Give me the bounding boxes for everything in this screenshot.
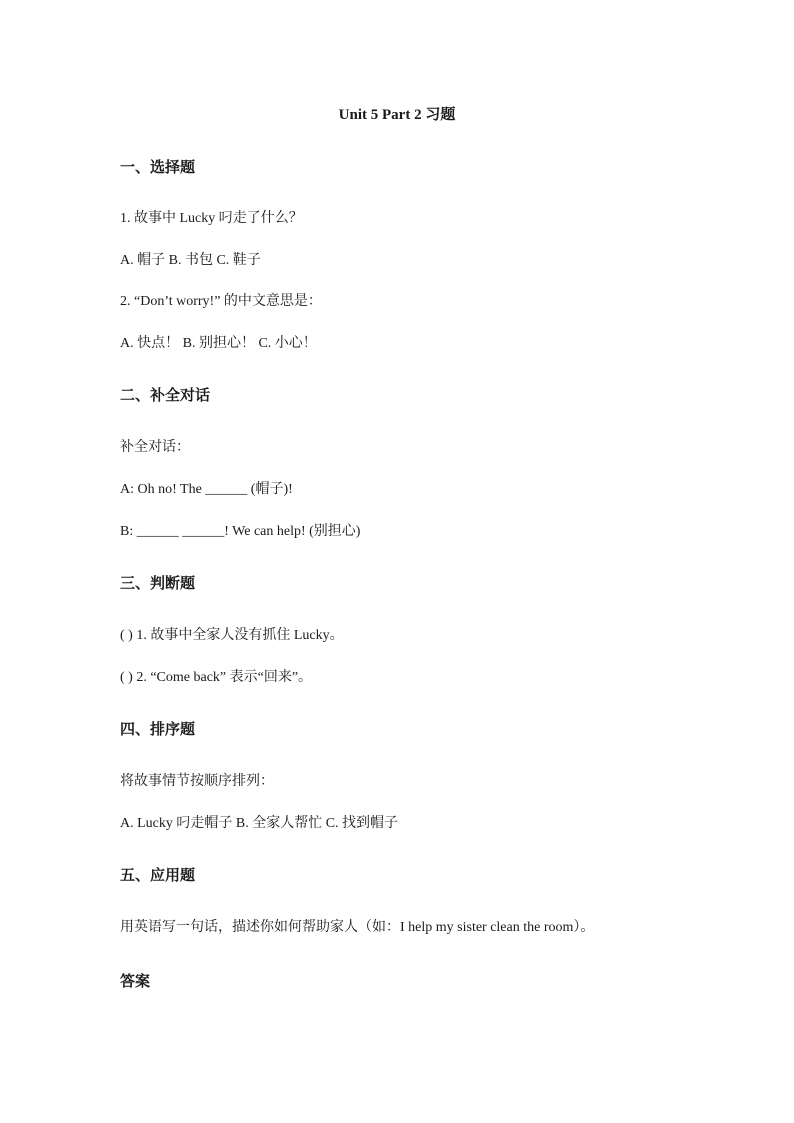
section-heading-application: 五、应用题	[120, 868, 196, 884]
section-heading-true-false: 三、判断题	[120, 576, 196, 592]
question-line: 补全对话：	[120, 440, 190, 455]
page-title: Unit 5 Part 2 习题	[338, 107, 456, 123]
question-line: A: Oh no! The ______ (帽子)!	[120, 482, 293, 497]
question-line: ( ) 2. “Come back” 表示“回来”。	[120, 670, 313, 685]
question-line: 1. 故事中 Lucky 叼走了什么？	[120, 211, 303, 226]
answer-heading: 答案	[120, 974, 151, 990]
question-line: A. 快点！ B. 别担心！ C. 小心！	[120, 336, 317, 351]
question-line: 用英语写一句话，描述你如何帮助家人（如：I help my sister clean the room）。	[120, 920, 595, 935]
question-line: ( ) 1. 故事中全家人没有抓住 Lucky。	[120, 628, 344, 643]
section-heading-dialogue: 二、补全对话	[120, 388, 211, 404]
section-heading-ordering: 四、排序题	[120, 722, 196, 738]
question-line: 2. “Don’t worry!” 的中文意思是：	[120, 294, 322, 309]
question-line: B: ______ ______! We can help! (别担心)	[120, 524, 361, 539]
question-line: 将故事情节按顺序排列：	[120, 774, 274, 789]
section-heading-choice: 一、选择题	[120, 160, 196, 176]
question-line: A. Lucky 叼走帽子 B. 全家人帮忙 C. 找到帽子	[120, 816, 399, 831]
question-line: A. 帽子 B. 书包 C. 鞋子	[120, 253, 261, 268]
